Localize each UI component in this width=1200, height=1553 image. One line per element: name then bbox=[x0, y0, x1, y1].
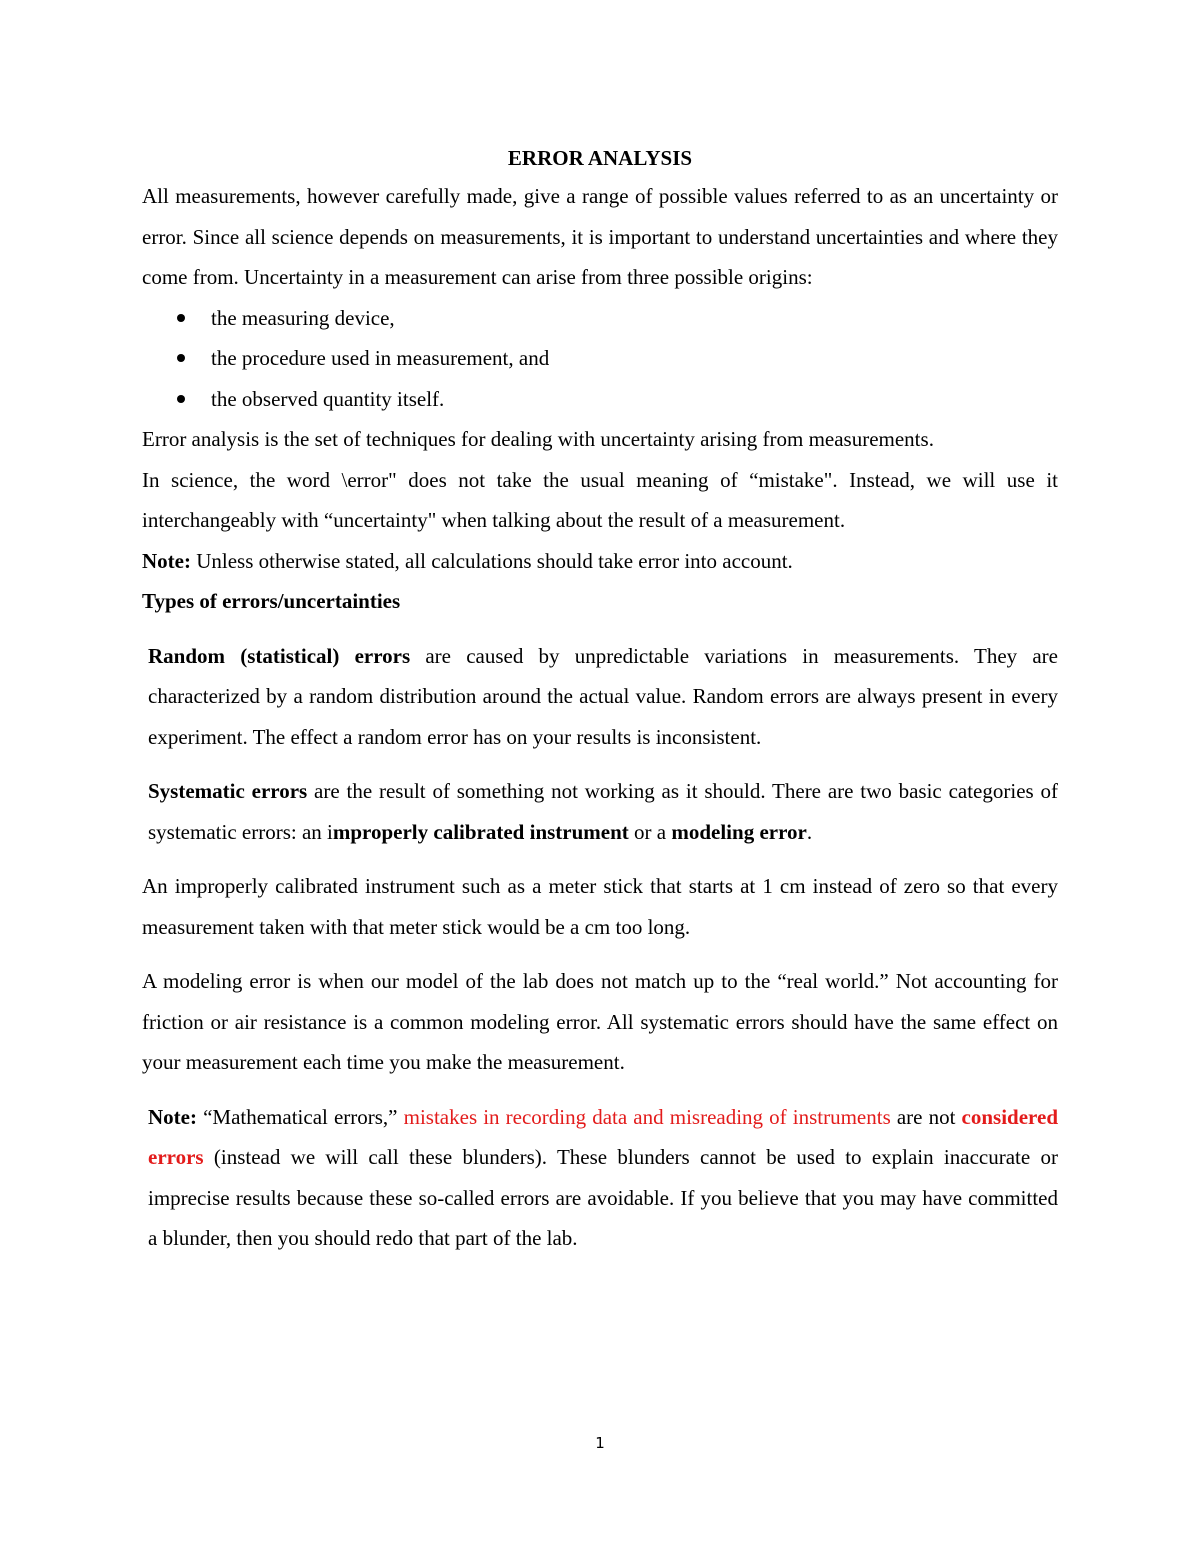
blunders-note-rest: (instead we will call these blunders). These blunders cannot be used to explain inaccurate or imprecise results because these so-called errors are avoidable. If you believe that you may have committed a blunder, then you should redo that part of the lab. bbox=[148, 1145, 1058, 1250]
systematic-errors-end: . bbox=[806, 819, 813, 844]
list-item-text: the observed quantity itself. bbox=[211, 386, 445, 411]
systematic-errors-paragraph bbox=[142, 771, 1058, 852]
note-label: Note: bbox=[142, 548, 191, 573]
blunders-red-text: mistakes in recording data and misreading of instruments bbox=[403, 1104, 891, 1129]
page-number: 1 bbox=[595, 1434, 605, 1452]
bullet-icon bbox=[177, 354, 185, 362]
document-title: ERROR ANALYSIS bbox=[507, 146, 693, 170]
types-heading: Types of errors/uncertainties bbox=[142, 589, 401, 613]
note-text: Unless otherwise stated, all calculations should take error into account. bbox=[190, 548, 793, 573]
considered-errors-term: considered errors bbox=[148, 1104, 1058, 1169]
intro-paragraph: All measurements, however carefully made, give a range of possible values referred to as an uncertainty or error. Since all science depends on measurements, it is important to understand uncertainties and where they come from. Uncertainty in a measurement can arise from three possible origins: bbox=[142, 184, 1058, 289]
blunders-note-text: “Mathematical errors,” bbox=[196, 1104, 404, 1129]
random-errors-term: Random (statistical) errors bbox=[148, 643, 411, 668]
blunders-note-paragraph bbox=[142, 1097, 1058, 1259]
list-item-text: the procedure used in measurement, and bbox=[211, 346, 550, 370]
calibrated-instrument-paragraph: An improperly calibrated instrument such as a meter stick that starts at 1 cm instead of zero so that every measurement taken with that meter stick would be a cm too long. bbox=[142, 874, 1058, 939]
modeling-error-paragraph: A modeling error is when our model of the lab does not match up to the “real world.” Not accounting for friction or air resistance is a common modeling error. All systematic errors should have the same effect on your measurement each time you make the measurement. bbox=[142, 969, 1058, 1074]
blunders-note-label: Note: bbox=[148, 1104, 197, 1129]
word-usage-paragraph: In science, the word \error" does not take the usual meaning of “mistake". Instead, we will use it interchangeably with “uncertainty" when talking about the result of a measurement. bbox=[142, 467, 1058, 532]
bullet-icon bbox=[177, 314, 185, 322]
blunders-note-connector: are not bbox=[890, 1104, 962, 1129]
definition-paragraph: Error analysis is the set of techniques for dealing with uncertainty arising from measurements. bbox=[142, 427, 934, 451]
list-item-text: the measuring device, bbox=[211, 305, 395, 330]
list-item bbox=[142, 298, 1058, 339]
random-errors-text: are caused by unpredictable variations in measurements. They are characterized by a random distribution around the actual value. Random errors are always present in every experiment. The effect a random error has on your results is inconsistent. bbox=[148, 643, 1058, 749]
origins-list bbox=[142, 298, 1058, 420]
document-body bbox=[142, 140, 1058, 1259]
systematic-errors-connector: or a bbox=[628, 819, 672, 844]
random-errors-paragraph bbox=[142, 636, 1058, 758]
calibrated-instrument-term: mproperly calibrated instrument bbox=[332, 819, 629, 844]
note-paragraph bbox=[142, 541, 1058, 582]
modeling-error-term: modeling error bbox=[671, 819, 807, 844]
systematic-errors-text: are the result of something not working as it should. There are two basic categories of systematic errors: an i bbox=[148, 779, 1058, 844]
systematic-errors-term: Systematic errors bbox=[148, 779, 308, 803]
list-item bbox=[142, 338, 1058, 379]
list-item bbox=[142, 379, 1058, 420]
bullet-icon bbox=[177, 395, 185, 403]
